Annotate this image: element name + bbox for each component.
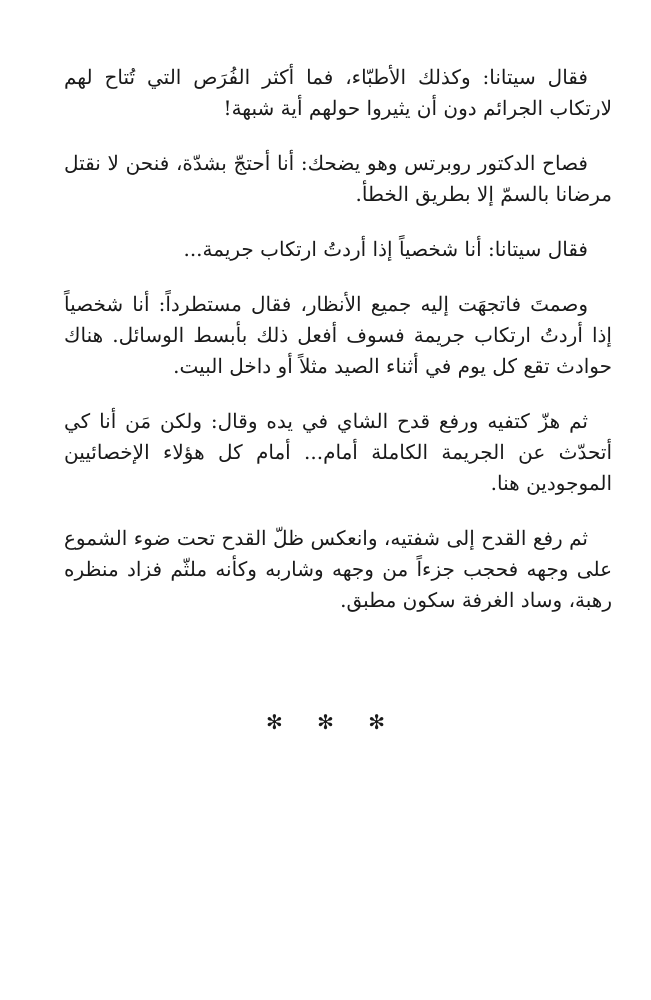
paragraph-4: وصمتَ فاتجهَت إليه جميع الأنظار، فقال مستطرداً: أنا شخصياً إذا أردتُ ارتكاب جريمة فسوف أفعل ذلك بأبسط الوسائل. هناك حوادث تقع كل يوم في أثناء الصيد مثلاً أو داخل البيت. — [64, 292, 612, 378]
paragraph-5: ثم هزّ كتفيه ورفع قدح الشاي في يده وقال: ولكن مَن أنا كي أتحدّث عن الجريمة الكاملة أمام... أمام كل هؤلاء الإخصائيين الموجودين هنا. — [64, 409, 612, 495]
paragraph-3: فقال سيتانا: أنا شخصياً إذا أردتُ ارتكاب جريمة... — [183, 237, 588, 261]
paragraph-2: فصاح الدكتور روبرتس وهو يضحك: أنا أحتجّ بشدّة، فنحن لا نقتل مرضانا بالسمّ إلا بطريق الخطأ. — [64, 151, 612, 206]
page-body-text — [64, 62, 612, 640]
asterism-star-3: ✻ — [368, 710, 385, 734]
paragraph-6: ثم رفع القدح إلى شفتيه، وانعكس ظلّ القدح تحت ضوء الشموع على وجهه فحجب جزءاً من وجهه وشاربه وكأنه ملثّم فزاد منظره رهبة، وساد الغرفة سكون مطبق. — [64, 526, 612, 612]
asterism-star-1: ✻ — [265, 710, 283, 734]
section-separator — [0, 710, 651, 734]
paragraph-1: فقال سيتانا: وكذلك الأطبّاء، فما أكثر الفُرَص التي تُتاح لهم لارتكاب الجرائم دون أن يثيروا حولهم أية شبهة! — [64, 65, 612, 120]
asterism-star-2: ✻ — [317, 710, 334, 734]
